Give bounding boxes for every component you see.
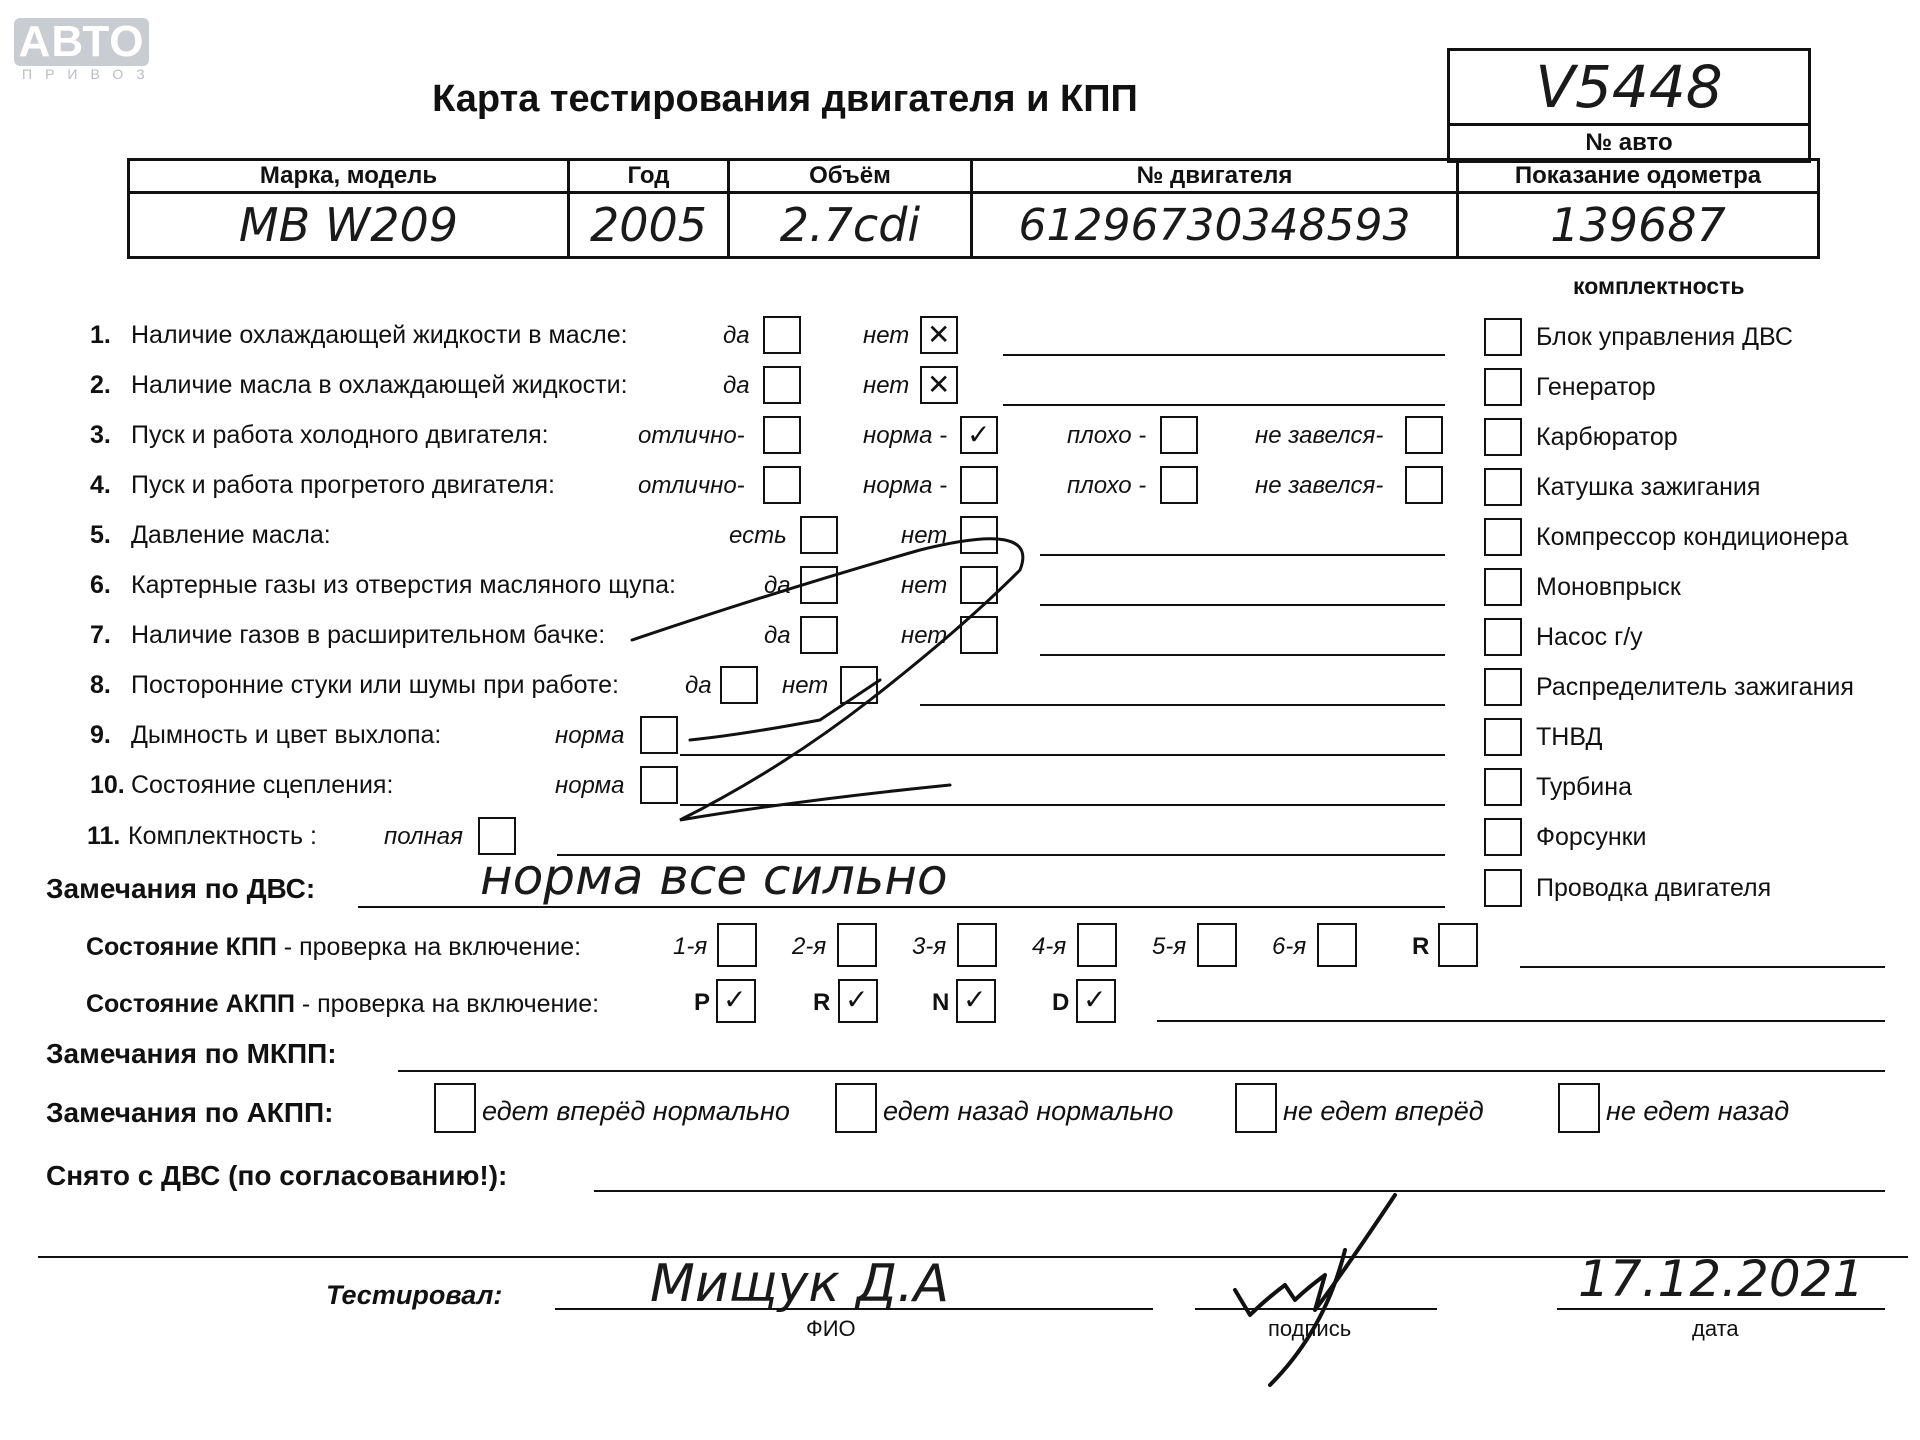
remarks-engine-label: Замечания по ДВС: <box>46 873 316 904</box>
check-9-opt-normal: норма <box>555 722 625 749</box>
car-number-box <box>1447 48 1811 163</box>
completeness-item-4: Катушка зажигания <box>1536 473 1761 501</box>
completeness-item-12: Проводка двигателя <box>1536 874 1772 902</box>
manual-gearbox-label <box>86 933 581 962</box>
gear-6-box[interactable] <box>1317 923 1357 967</box>
check-2-opt-yes: да <box>723 372 750 399</box>
check-8-label: Посторонние стуки или шумы при работе: <box>131 671 619 699</box>
check-2-yes-box[interactable] <box>763 366 801 404</box>
check-11-opt-full: полная <box>384 823 463 850</box>
check-3-opt-nostart: не завелся- <box>1255 422 1384 449</box>
check-9-num: 9. <box>90 721 111 749</box>
date-line <box>1557 1308 1885 1310</box>
completeness-box-11[interactable] <box>1484 818 1522 856</box>
tested-by-name: Мищук Д.А <box>650 1254 950 1314</box>
auto-gearbox-label-rest: - проверка на включение: <box>294 990 600 1018</box>
signature-line <box>1195 1308 1437 1310</box>
gear-r-label: R <box>1412 933 1430 960</box>
remarks-manual-label: Замечания по МКПП: <box>46 1038 337 1069</box>
check-9-label: Дымность и цвет выхлопа: <box>131 721 442 749</box>
completeness-item-1: Блок управления ДВС <box>1536 323 1793 351</box>
date-value: 17.12.2021 <box>1578 1250 1865 1308</box>
gear-2-box[interactable] <box>837 923 877 967</box>
check-2-line <box>1003 404 1445 406</box>
col-engine-no-value: 61296730348593 <box>972 193 1458 258</box>
mode-n-label: N <box>932 989 950 1016</box>
auto-option-2-box[interactable] <box>835 1083 877 1133</box>
check-1-label: Наличие охлаждающей жидкости в масле: <box>131 321 628 349</box>
gear-5-label: 5-я <box>1152 933 1187 960</box>
mode-p-box[interactable] <box>716 979 756 1023</box>
completeness-item-9: ТНВД <box>1536 723 1603 751</box>
signature-icon <box>1195 1190 1455 1390</box>
tested-by-label: Тестировал: <box>326 1280 503 1310</box>
gear-2-label: 2-я <box>792 933 827 960</box>
completeness-item-11: Форсунки <box>1536 823 1647 851</box>
completeness-box-7[interactable] <box>1484 618 1522 656</box>
gear-5-box[interactable] <box>1197 923 1237 967</box>
check-7-num: 7. <box>90 621 111 649</box>
completeness-box-9[interactable] <box>1484 718 1522 756</box>
check-4-opt-bad: плохо - <box>1067 472 1147 499</box>
removed-label: Снято с ДВС (по согласованию!): <box>46 1160 508 1191</box>
check-5-label: Давление масла: <box>131 521 331 549</box>
check-3-opt-bad: плохо - <box>1067 422 1147 449</box>
auto-option-1-label: едет вперёд нормально <box>482 1096 790 1126</box>
auto-option-4-label: не едет назад <box>1606 1096 1790 1126</box>
gear-r-box[interactable] <box>1438 923 1478 967</box>
strike-through-icon <box>620 530 1060 830</box>
completeness-item-7: Насос г/у <box>1536 623 1643 651</box>
col-year-value: 2005 <box>569 193 729 258</box>
name-caption: ФИО <box>806 1316 856 1341</box>
check-10-label: Состояние сцепления: <box>131 771 394 799</box>
check-v-mark: ✓ <box>845 983 869 1016</box>
check-x-mark: ✕ <box>927 368 951 401</box>
check-1-yes-box[interactable] <box>763 316 801 354</box>
check-5-opt-yes: есть <box>729 522 787 549</box>
check-11-num: 11. <box>87 822 121 850</box>
gear-3-label: 3-я <box>912 933 947 960</box>
completeness-box-1[interactable] <box>1484 318 1522 356</box>
completeness-box-4[interactable] <box>1484 468 1522 506</box>
check-8-opt-yes: да <box>685 672 712 699</box>
check-6-opt-no: нет <box>901 572 948 599</box>
manual-gearbox-label-bold: Состояние КПП <box>86 933 277 961</box>
check-11-label: Комплектность : <box>128 822 317 850</box>
gear-4-label: 4-я <box>1032 933 1067 960</box>
gear-6-label: 6-я <box>1272 933 1307 960</box>
manual-gearbox-line <box>1520 966 1885 968</box>
check-4-excellent-box[interactable] <box>763 466 801 504</box>
check-8-opt-no: нет <box>782 672 829 699</box>
check-1-opt-no: нет <box>863 322 910 349</box>
check-3-nostart-box[interactable] <box>1405 416 1443 454</box>
check-4-label: Пуск и работа прогретого двигателя: <box>131 471 555 499</box>
completeness-box-6[interactable] <box>1484 568 1522 606</box>
check-1-no-box[interactable] <box>920 316 958 354</box>
mode-n-box[interactable] <box>956 979 996 1023</box>
mode-r-label: R <box>813 989 831 1016</box>
logo: АВТО <box>14 18 149 66</box>
name-line <box>555 1308 1153 1310</box>
check-1-opt-yes: да <box>723 322 750 349</box>
check-1-num: 1. <box>90 321 111 349</box>
check-3-num: 3. <box>90 421 111 449</box>
completeness-item-3: Карбюратор <box>1536 423 1678 451</box>
auto-gearbox-label-bold: Состояние АКПП <box>86 990 295 1018</box>
check-6-num: 6. <box>90 571 111 599</box>
car-number-label: № авто <box>1585 129 1673 156</box>
check-10-num: 10. <box>90 771 125 799</box>
check-4-opt-normal: норма - <box>863 472 948 499</box>
check-2-num: 2. <box>90 371 111 399</box>
check-3-opt-excellent: отлично- <box>638 422 745 449</box>
completeness-box-5[interactable] <box>1484 518 1522 556</box>
col-engine-no-label: № двигателя <box>972 160 1458 193</box>
col-odometer-label: Показание одометра <box>1458 160 1819 193</box>
completeness-title: комплектность <box>1573 273 1745 299</box>
gear-1-box[interactable] <box>717 923 757 967</box>
completeness-item-6: Моновпрыск <box>1536 573 1681 601</box>
signature-caption: подпись <box>1268 1316 1352 1341</box>
car-number-value: V5448 <box>1450 51 1808 126</box>
check-v-mark: ✓ <box>967 418 991 451</box>
gear-4-box[interactable] <box>1077 923 1117 967</box>
remarks-auto-label: Замечания по АКПП: <box>46 1097 334 1128</box>
logo-subtext: ПРИВОЗ <box>22 66 158 82</box>
mode-d-label: D <box>1052 989 1070 1016</box>
check-3-excellent-box[interactable] <box>763 416 801 454</box>
check-10-opt-normal: норма <box>555 772 625 799</box>
check-3-bad-box[interactable] <box>1160 416 1198 454</box>
auto-gearbox-line <box>1157 1020 1885 1022</box>
check-4-bad-box[interactable] <box>1160 466 1198 504</box>
header-table <box>127 158 1820 259</box>
auto-gearbox-label <box>86 990 599 1019</box>
completeness-box-2[interactable] <box>1484 368 1522 406</box>
col-volume-label: Объём <box>729 160 972 193</box>
completeness-item-5: Компрессор кондиционера <box>1536 523 1849 551</box>
check-2-no-box[interactable] <box>920 366 958 404</box>
completeness-item-8: Распределитель зажигания <box>1536 673 1854 701</box>
completeness-box-10[interactable] <box>1484 768 1522 806</box>
check-5-num: 5. <box>90 521 111 549</box>
check-v-mark: ✓ <box>963 983 987 1016</box>
check-6-opt-yes: да <box>764 572 791 599</box>
page-title: Карта тестирования двигателя и КПП <box>432 78 1138 120</box>
check-2-label: Наличие масла в охлаждающей жидкости: <box>131 371 628 399</box>
check-7-label: Наличие газов в расширительном бачке: <box>131 621 606 649</box>
check-6-label: Картерные газы из отверстия масляного щупа: <box>131 571 676 599</box>
check-4-normal-box[interactable] <box>960 466 998 504</box>
col-year-label: Год <box>569 160 729 193</box>
mode-r-box[interactable] <box>838 979 878 1023</box>
completeness-box-3[interactable] <box>1484 418 1522 456</box>
completeness-item-10: Турбина <box>1536 773 1632 801</box>
check-1-line <box>1003 354 1445 356</box>
check-4-nostart-box[interactable] <box>1405 466 1443 504</box>
check-3-label: Пуск и работа холодного двигателя: <box>131 421 549 449</box>
check-7-line <box>1040 654 1445 656</box>
check-4-opt-excellent: отлично- <box>638 472 745 499</box>
col-model-label: Марка, модель <box>129 160 569 193</box>
gear-3-box[interactable] <box>957 923 997 967</box>
check-v-mark: ✓ <box>723 983 747 1016</box>
mode-d-box[interactable] <box>1076 979 1116 1023</box>
col-volume-value: 2.7cdi <box>729 193 972 258</box>
check-7-opt-no: нет <box>901 622 948 649</box>
remarks-manual-line <box>398 1070 1885 1072</box>
col-odometer-value: 139687 <box>1458 193 1819 258</box>
auto-option-2-label: едет назад нормально <box>883 1096 1174 1126</box>
check-4-num: 4. <box>90 471 111 499</box>
check-3-normal-box[interactable] <box>960 416 998 454</box>
date-caption: дата <box>1692 1316 1739 1341</box>
check-4-opt-nostart: не завелся- <box>1255 472 1384 499</box>
remarks-engine-value: норма все сильно <box>480 848 948 906</box>
check-7-opt-yes: да <box>764 622 791 649</box>
remarks-engine-line <box>358 906 1445 908</box>
auto-option-1-box[interactable] <box>434 1083 476 1133</box>
check-6-line <box>1040 604 1445 606</box>
check-v-mark: ✓ <box>1083 983 1107 1016</box>
completeness-box-8[interactable] <box>1484 668 1522 706</box>
completeness-box-12[interactable] <box>1484 869 1522 907</box>
auto-option-3-box[interactable] <box>1235 1083 1277 1133</box>
col-model-value: MB W209 <box>129 193 569 258</box>
check-x-mark: ✕ <box>927 318 951 351</box>
check-5-line <box>1040 554 1445 556</box>
completeness-item-2: Генератор <box>1536 373 1656 401</box>
check-2-opt-no: нет <box>863 372 910 399</box>
mode-p-label: P <box>694 989 711 1016</box>
check-3-opt-normal: норма - <box>863 422 948 449</box>
auto-option-3-label: не едет вперёд <box>1283 1096 1484 1126</box>
check-8-num: 8. <box>90 671 111 699</box>
check-5-opt-no: нет <box>901 522 948 549</box>
manual-gearbox-label-rest: - проверка на включение: <box>276 933 582 961</box>
auto-option-4-box[interactable] <box>1558 1083 1600 1133</box>
gear-1-label: 1-я <box>673 933 708 960</box>
